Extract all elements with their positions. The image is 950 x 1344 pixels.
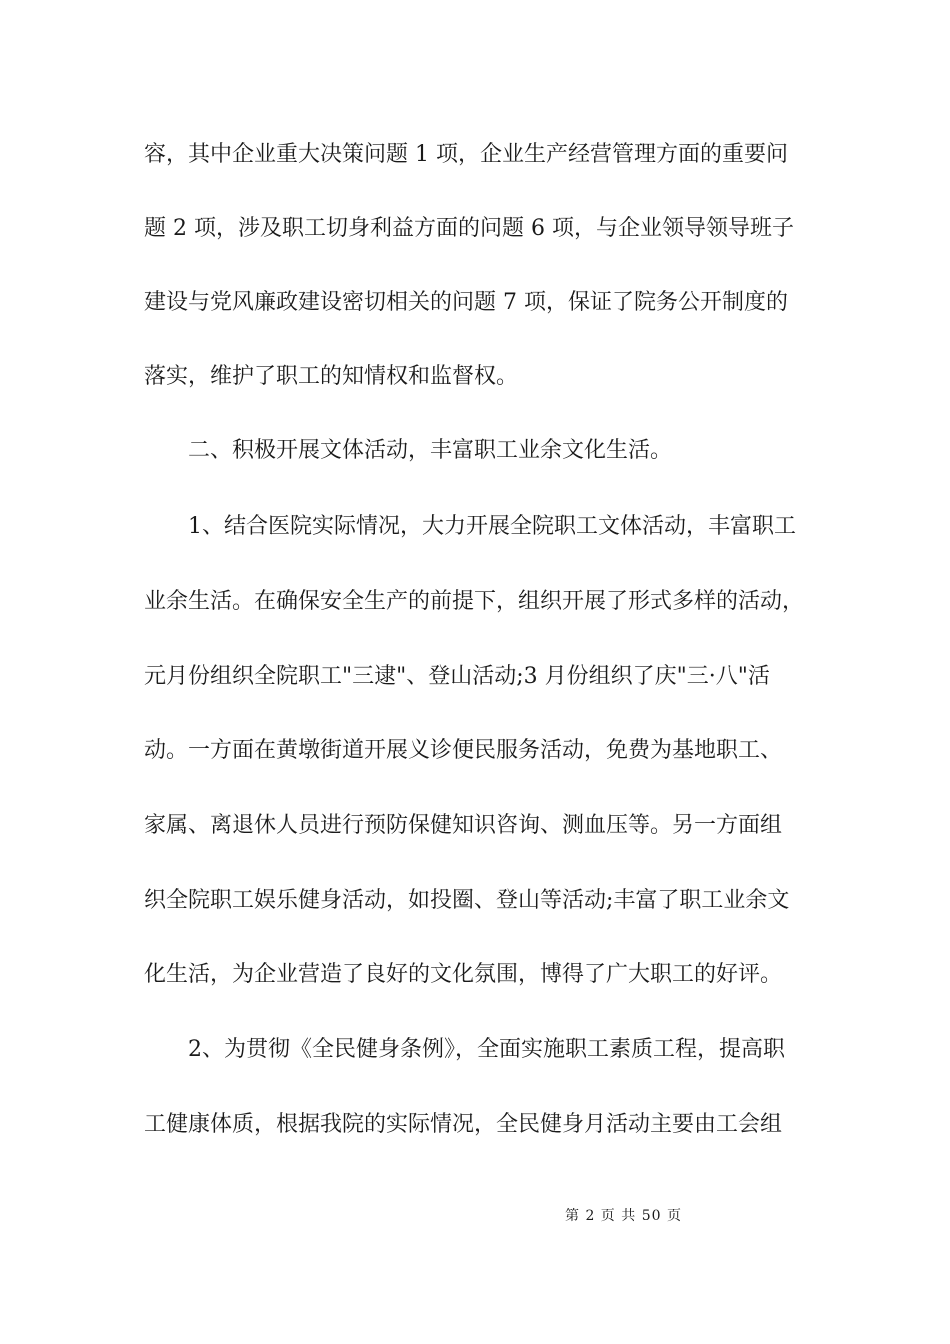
- line-text: 动。一方面在黄墩街道开展义诊便民服务活动，免费为基地职工、: [144, 738, 783, 763]
- line-text: 工健康体质，根据我院的实际情况，全民健身月活动主要由工会组: [144, 1112, 783, 1137]
- line-text: 织全院职工娱乐健身活动，如投圈、登山等活动;丰富了职工业余文: [144, 888, 790, 913]
- line-text: 落实，维护了职工的知情权和监督权。: [144, 364, 519, 389]
- line-text: 题 2 项，涉及职工切身利益方面的问题 6 项，与企业领导领导班子: [144, 216, 794, 241]
- line-text: 家属、离退休人员进行预防保健知识咨询、测血压等。另一方面组: [144, 813, 783, 838]
- line-text: 业余生活。在确保安全生产的前提下，组织开展了形式多样的活动，: [144, 589, 805, 614]
- line-text: 元月份组织全院职工"三逮"、登山活动;3 月份组织了庆"三·八"活: [144, 664, 770, 689]
- line-text: 容，其中企业重大决策问题 1 项，企业生产经营管理方面的重要问: [144, 142, 788, 167]
- page-number: 第 2 页 共 50 页: [565, 1208, 682, 1224]
- line-text: 1、结合医院实际情况，大力开展全院职工文体活动，丰富职工: [188, 514, 796, 539]
- line-text: 化生活，为企业营造了良好的文化氛围，博得了广大职工的好评。: [144, 962, 783, 987]
- line-text: 2、为贯彻《全民健身条例》，全面实施职工素质工程，提高职: [188, 1037, 785, 1062]
- line-text: 建设与党风廉政建设密切相关的问题 7 项，保证了院务公开制度的: [144, 290, 788, 315]
- line-text: 二、积极开展文体活动，丰富职工业余文化生活。: [188, 438, 673, 463]
